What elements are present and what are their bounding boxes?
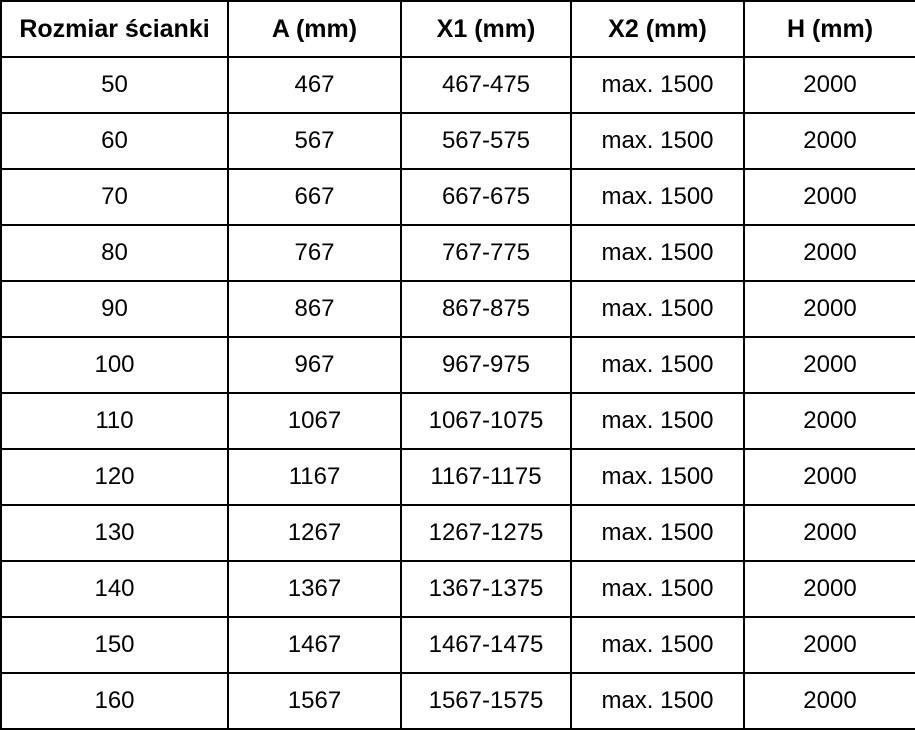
table-cell: 767 bbox=[228, 225, 401, 281]
table-cell: 567-575 bbox=[401, 113, 571, 169]
table-cell: max. 1500 bbox=[571, 225, 744, 281]
table-cell: 467-475 bbox=[401, 57, 571, 113]
table-cell: 2000 bbox=[744, 113, 915, 169]
table-cell: 2000 bbox=[744, 617, 915, 673]
table-row bbox=[1, 57, 915, 113]
table-row bbox=[1, 337, 915, 393]
table-cell: 1467 bbox=[228, 617, 401, 673]
table-cell: 2000 bbox=[744, 561, 915, 617]
table-cell: 867 bbox=[228, 281, 401, 337]
table-cell: 1367-1375 bbox=[401, 561, 571, 617]
table-row bbox=[1, 673, 915, 729]
table-cell: 867-875 bbox=[401, 281, 571, 337]
table-cell: 1267-1275 bbox=[401, 505, 571, 561]
table-cell: 1067-1075 bbox=[401, 393, 571, 449]
table-cell: 90 bbox=[1, 281, 228, 337]
table-cell: 967-975 bbox=[401, 337, 571, 393]
table-cell: 80 bbox=[1, 225, 228, 281]
table-row bbox=[1, 561, 915, 617]
table-cell: 110 bbox=[1, 393, 228, 449]
table-cell: max. 1500 bbox=[571, 617, 744, 673]
table-cell: 667-675 bbox=[401, 169, 571, 225]
header-cell-3: X2 (mm) bbox=[571, 1, 744, 57]
table-cell: 1167 bbox=[228, 449, 401, 505]
size-table-body bbox=[1, 57, 915, 729]
table-cell: 1467-1475 bbox=[401, 617, 571, 673]
table-cell: 567 bbox=[228, 113, 401, 169]
table-cell: 2000 bbox=[744, 169, 915, 225]
table-cell: 140 bbox=[1, 561, 228, 617]
header-cell-4: H (mm) bbox=[744, 1, 915, 57]
table-cell: 2000 bbox=[744, 673, 915, 729]
table-cell: 100 bbox=[1, 337, 228, 393]
table-cell: 50 bbox=[1, 57, 228, 113]
table-cell: 2000 bbox=[744, 393, 915, 449]
table-cell: max. 1500 bbox=[571, 505, 744, 561]
table-row bbox=[1, 449, 915, 505]
table-cell: 1567 bbox=[228, 673, 401, 729]
table-cell: 2000 bbox=[744, 449, 915, 505]
table-cell: 120 bbox=[1, 449, 228, 505]
table-row bbox=[1, 113, 915, 169]
table-cell: 160 bbox=[1, 673, 228, 729]
table-cell: 130 bbox=[1, 505, 228, 561]
table-cell: 967 bbox=[228, 337, 401, 393]
table-cell: max. 1500 bbox=[571, 449, 744, 505]
table-row bbox=[1, 225, 915, 281]
header-cell-2: X1 (mm) bbox=[401, 1, 571, 57]
table-cell: max. 1500 bbox=[571, 169, 744, 225]
table-cell: max. 1500 bbox=[571, 113, 744, 169]
table-row bbox=[1, 393, 915, 449]
table-cell: max. 1500 bbox=[571, 393, 744, 449]
table-cell: 2000 bbox=[744, 281, 915, 337]
table-cell: 150 bbox=[1, 617, 228, 673]
table-row bbox=[1, 169, 915, 225]
table-cell: 2000 bbox=[744, 505, 915, 561]
table-row bbox=[1, 505, 915, 561]
table-cell: max. 1500 bbox=[571, 337, 744, 393]
table-row bbox=[1, 617, 915, 673]
table-cell: 1167-1175 bbox=[401, 449, 571, 505]
table-cell: 667 bbox=[228, 169, 401, 225]
table-cell: 1367 bbox=[228, 561, 401, 617]
table-cell: 2000 bbox=[744, 337, 915, 393]
table-cell: 1267 bbox=[228, 505, 401, 561]
table-cell: max. 1500 bbox=[571, 561, 744, 617]
table-cell: 1567-1575 bbox=[401, 673, 571, 729]
table-cell: max. 1500 bbox=[571, 673, 744, 729]
table-cell: 60 bbox=[1, 113, 228, 169]
table-cell: 2000 bbox=[744, 57, 915, 113]
table-cell: 2000 bbox=[744, 225, 915, 281]
table-cell: 767-775 bbox=[401, 225, 571, 281]
table-row bbox=[1, 281, 915, 337]
table-cell: max. 1500 bbox=[571, 281, 744, 337]
table-cell: 1067 bbox=[228, 393, 401, 449]
table-cell: 467 bbox=[228, 57, 401, 113]
table-cell: 70 bbox=[1, 169, 228, 225]
table-cell: max. 1500 bbox=[571, 57, 744, 113]
header-cell-1: A (mm) bbox=[228, 1, 401, 57]
header-cell-0: Rozmiar ścianki bbox=[1, 1, 228, 57]
table-header-row bbox=[1, 1, 915, 57]
